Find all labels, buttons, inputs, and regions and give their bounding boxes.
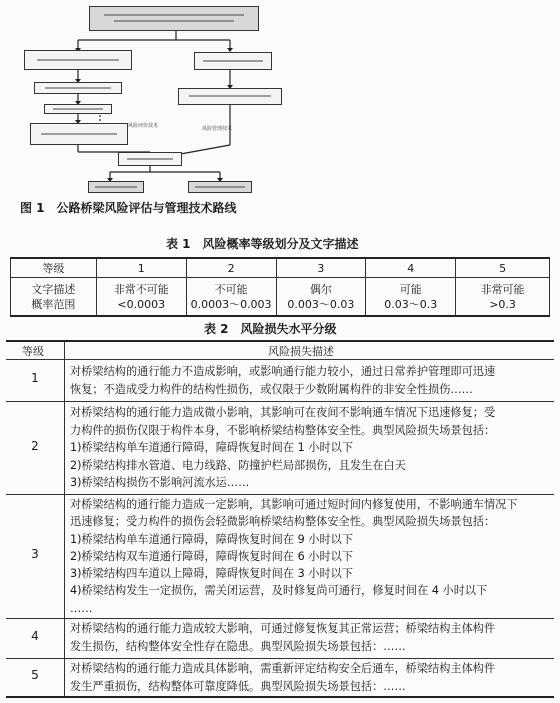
row-divider (6, 618, 554, 619)
level-2: 2 (31, 439, 39, 453)
description-line: 3)桥梁结构损伤不影响河流水运…… (70, 476, 250, 489)
description-line: 对桥梁结构的通行能力造成微小影响，其影响可在夜间不影响通车情况下迅速修复；受 (70, 406, 496, 419)
flow-label-evaluation: 风险评价技术 (128, 123, 159, 129)
row-divider (6, 401, 554, 402)
cell-description: 可能 (399, 282, 422, 296)
flow-box-left-2 (34, 82, 122, 94)
table1-cell (276, 278, 366, 317)
cell-description: 偶尔 (309, 282, 332, 296)
level-4: 4 (31, 629, 39, 643)
description-line: 力构件的损伤仅限于构件本身，不影响桥梁结构整体安全性。典型风险损失场景包括： (70, 423, 496, 437)
flow-box-middle (118, 152, 182, 166)
description-line: 对桥梁结构的通行能力造成一定影响，其影响可通过短时间内修复使用，不影响通车情况下 (70, 498, 518, 511)
table1-header-cell: 3 (276, 258, 366, 278)
cell-description: 非常可能 (480, 282, 525, 296)
row-divider (6, 359, 554, 360)
level-1-description (70, 363, 548, 398)
flow-box-left-1 (24, 50, 132, 70)
flow-label-management: 风险管理技术 (202, 126, 233, 132)
description-line: 对桥梁结构的通行能力不造成影响，或影响通行能力较小，通过日常养护管理即可迅速 (70, 365, 496, 378)
flow-box-right-1 (194, 52, 272, 70)
table1-header-cell: 等级 (11, 258, 97, 278)
description-line: 迅速修复；受力构件的损伤会轻微影响桥梁结构整体安全性。典型风险损失场景包括： (70, 515, 496, 529)
level-3-description (70, 496, 548, 617)
cell-range: >0.3 (489, 297, 516, 311)
loss-level-table (6, 340, 554, 698)
cell-range: <0.0003 (117, 297, 166, 311)
row-divider (6, 494, 554, 495)
cell-range: 0.03～0.3 (384, 297, 438, 311)
table1-body-row (11, 278, 550, 317)
table2-header-level: 等级 (22, 345, 44, 358)
row-divider (6, 658, 554, 659)
flow-box-bottom-left (88, 181, 144, 193)
table1-title: 表 1 风险概率等级划分及文字描述 (166, 237, 359, 251)
description-line: 2)桥梁结构排水管道、电力线路、防撞护栏局部损伤，且发生在白天 (70, 458, 406, 472)
description-line: 4)桥梁结构发生一定损伤，需关闭运营，及时修复尚可通行，修复时间在 4 小时以下 (70, 584, 488, 598)
table1-header-cell: 4 (366, 258, 456, 278)
flow-box-bottom-right (188, 181, 252, 193)
table2-header-description: 风险损失描述 (268, 345, 334, 358)
description-line: 1)桥梁结构单车道通行障碍，障碍恢复时间在 9 小时以下 (70, 532, 354, 546)
flowchart-figure (0, 0, 560, 200)
description-line: 3)桥梁结构四车道以上障碍，障碍恢复时间在 3 小时以下 (70, 567, 354, 581)
description-line: 恢复；不造成受力构件的结构性损伤，或仅限于少数附属构件的非安全性损伤…… (70, 382, 473, 396)
flow-box-right-2 (178, 88, 282, 105)
row-label-description: 文字描述 (31, 282, 76, 296)
flow-box-top (89, 6, 259, 31)
level-3: 3 (31, 547, 39, 561)
level-5-description (70, 660, 548, 695)
level-4-description (70, 620, 548, 655)
description-line: …… (70, 601, 93, 615)
level-2-description (70, 404, 548, 492)
table1-header-cell: 2 (186, 258, 276, 278)
table1-header-cell: 1 (96, 258, 186, 278)
table1-cell (96, 278, 186, 317)
cell-range: 0.0003～0.003 (190, 297, 272, 311)
table1-cell (186, 278, 276, 317)
description-line: 对桥梁结构的通行能力造成较大影响，可通过修复恢复其正常运营；桥梁结构主体构件 (70, 622, 496, 635)
level-5: 5 (31, 668, 39, 682)
table2-title: 表 2 风险损失水平分级 (204, 322, 337, 336)
cell-description: 非常不可能 (113, 282, 169, 296)
cell-range: 0.003～0.03 (287, 297, 355, 311)
cell-description: 不可能 (214, 282, 248, 296)
figure-caption: 图 1 公路桥梁风险评估与管理技术路线 (20, 201, 237, 215)
description-line: 1)桥梁结构单车道通行障碍，障碍恢复时间在 1 小时以下 (70, 441, 354, 454)
description-line: 对桥梁结构的通行能力造成具体影响，需重新评定结构安全后通车，桥梁结构主体构件 (70, 662, 496, 675)
level-1: 1 (31, 371, 39, 385)
table1-cell (456, 278, 550, 317)
flow-box-left-4 (30, 123, 128, 145)
table1-row-label (11, 278, 97, 317)
row-label-range: 概率范围 (31, 297, 76, 311)
table1-header-row (11, 258, 550, 278)
description-line: 发生严重损伤，结构整体可靠度降低。典型风险损失场景包括：…… (70, 679, 406, 693)
flow-box-left-3 (44, 104, 112, 114)
column-divider (64, 342, 65, 696)
description-line: 发生损伤，结构整体安全性存在隐患。典型风险损失场景包括：…… (70, 639, 406, 653)
table1-cell (366, 278, 456, 317)
probability-table (10, 257, 550, 317)
description-line: 2)桥梁结构双车道通行障碍，障碍恢复时间在 6 小时以下 (70, 549, 354, 563)
table1-header-cell: 5 (456, 258, 550, 278)
